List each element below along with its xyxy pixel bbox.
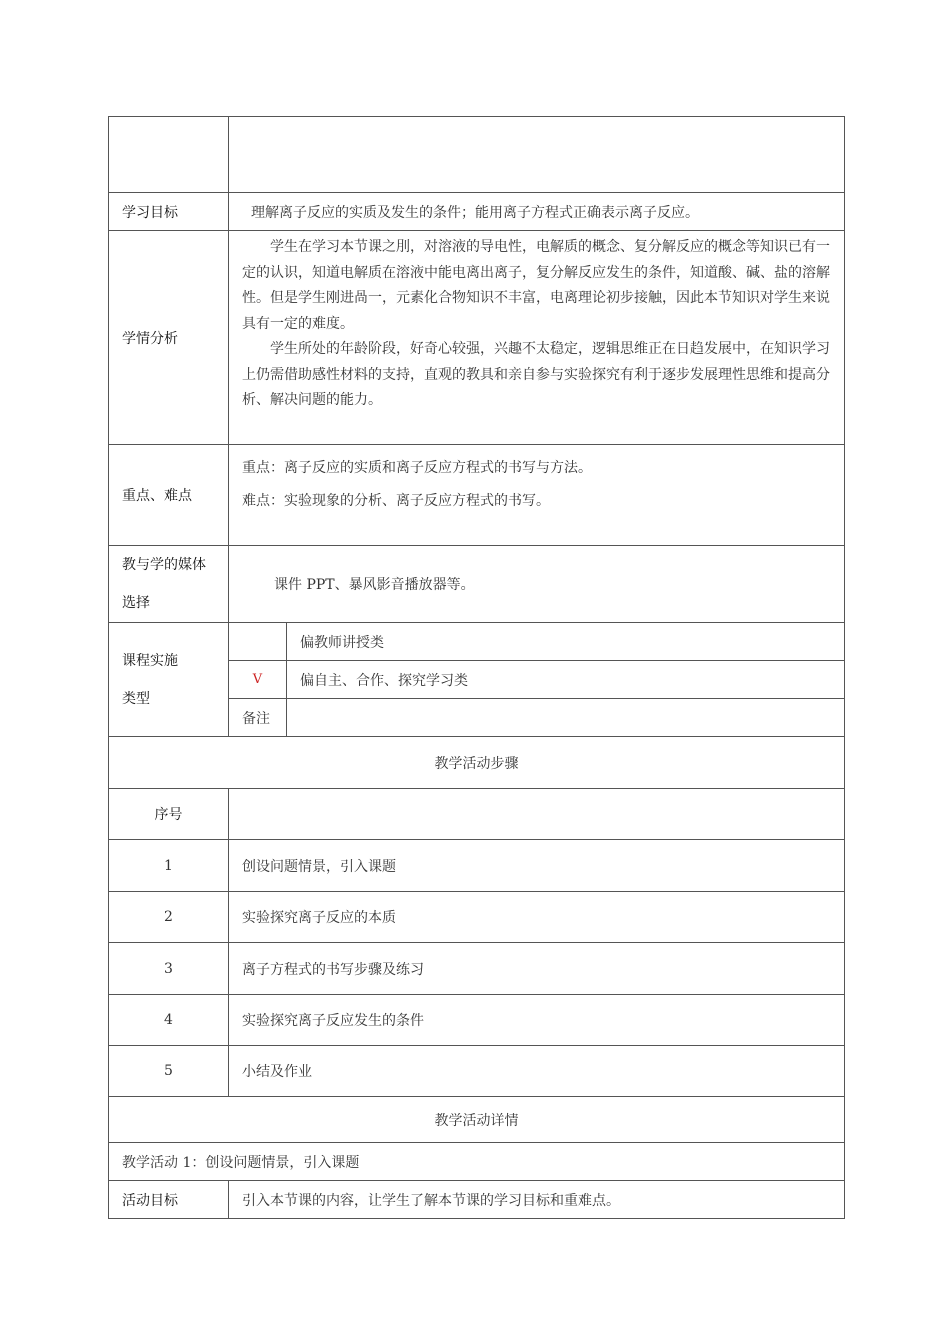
step-text: 创设问题情景，引入课题	[229, 840, 845, 892]
student-analysis-paragraph-1: 学生在学习本节课之刖，对溶液的导电性，电解质的概念、复分解反应的概念等知识已有一定的认识，知道电解质在溶液中能电离出离子，复分解反应发生的条件，知道酸、碱、盐的溶解性。但是学生刚进咼一，元素化合物知识不丰富，电离理论初步接触，因此本节知识对学生来说具有一定的难度。	[242, 239, 830, 332]
step-text: 离子方程式的书写步骤及练习	[229, 943, 845, 995]
course-type-option-2: 偏自主、合作、探究学习类	[287, 661, 845, 699]
media-value: 课件 PPT、暴风影音播放器等。	[229, 546, 845, 623]
steps-index-header: 序号	[109, 789, 229, 840]
course-type-note-label: 备注	[229, 699, 287, 737]
step-number: 3	[109, 943, 229, 995]
key-point-text: 重点：离子反应的实质和离子反应方程式的书写与方法。	[242, 460, 592, 476]
steps-header-blank	[229, 789, 845, 840]
step-row	[109, 840, 845, 892]
media-label-line2: 选择	[122, 595, 150, 611]
step-text: 实验探究离子反应发生的条件	[229, 995, 845, 1046]
blank-value-cell	[229, 117, 845, 193]
step-number: 2	[109, 892, 229, 943]
activity1-title-row	[109, 1143, 845, 1181]
step-row	[109, 892, 845, 943]
difficult-point-text: 难点：实验现象的分析、离子反应方程式的书写。	[242, 493, 550, 509]
student-analysis-row	[109, 231, 845, 445]
course-type-option-1: 偏教师讲授类	[287, 623, 845, 661]
course-type-row-1	[109, 623, 845, 661]
activity-goal-label: 活动目标	[109, 1181, 229, 1219]
details-heading: 教学活动详情	[109, 1097, 845, 1143]
course-type-note-value	[287, 699, 845, 737]
details-heading-row	[109, 1097, 845, 1143]
activity1-title: 教学活动 1：创设问题情景，引入课题	[109, 1143, 845, 1181]
activity-goal-row	[109, 1181, 845, 1219]
lesson-plan-table	[108, 116, 845, 1219]
learning-goal-row	[109, 193, 845, 231]
course-type-mark-2: V	[229, 661, 287, 699]
step-row	[109, 943, 845, 995]
key-points-label: 重点、难点	[109, 445, 229, 546]
step-row	[109, 1046, 845, 1097]
step-number: 4	[109, 995, 229, 1046]
student-analysis-label: 学情分析	[109, 231, 229, 445]
learning-goal-label: 学习目标	[109, 193, 229, 231]
step-number: 5	[109, 1046, 229, 1097]
media-label	[109, 546, 229, 623]
key-points-row	[109, 445, 845, 546]
steps-heading-row	[109, 737, 845, 789]
student-analysis-paragraph-2: 学生所处的年龄阶段，好奇心较强，兴趣不太稳定，逻辑思维正在日趋发展中，在知识学习上仍需借助感性材料的支持，直观的教具和亲自参与实验探究有利于逐步发展理性思维和提高分析、解决问题的能力。	[242, 341, 830, 408]
course-type-mark-1	[229, 623, 287, 661]
course-type-label-line1: 课程实施	[122, 652, 178, 669]
media-label-line1: 教与学的媒体	[122, 557, 206, 573]
step-text: 小结及作业	[229, 1046, 845, 1097]
learning-goal-value: 理解离子反应的实质及发生的条件；能用离子方程式正确表示离子反应。	[229, 193, 845, 231]
course-type-label-line2: 类型	[122, 690, 150, 707]
step-text: 实验探究离子反应的本质	[229, 892, 845, 943]
activity-goal-value: 引入本节课的内容，让学生了解本节课的学习目标和重难点。	[229, 1181, 845, 1219]
steps-header-row	[109, 789, 845, 840]
course-type-label	[109, 623, 229, 737]
steps-heading: 教学活动步骤	[109, 737, 845, 789]
key-points-cell	[229, 445, 845, 546]
blank-row	[109, 117, 845, 193]
media-row	[109, 546, 845, 623]
blank-label-cell	[109, 117, 229, 193]
step-number: 1	[109, 840, 229, 892]
step-row	[109, 995, 845, 1046]
student-analysis-cell	[229, 231, 845, 445]
